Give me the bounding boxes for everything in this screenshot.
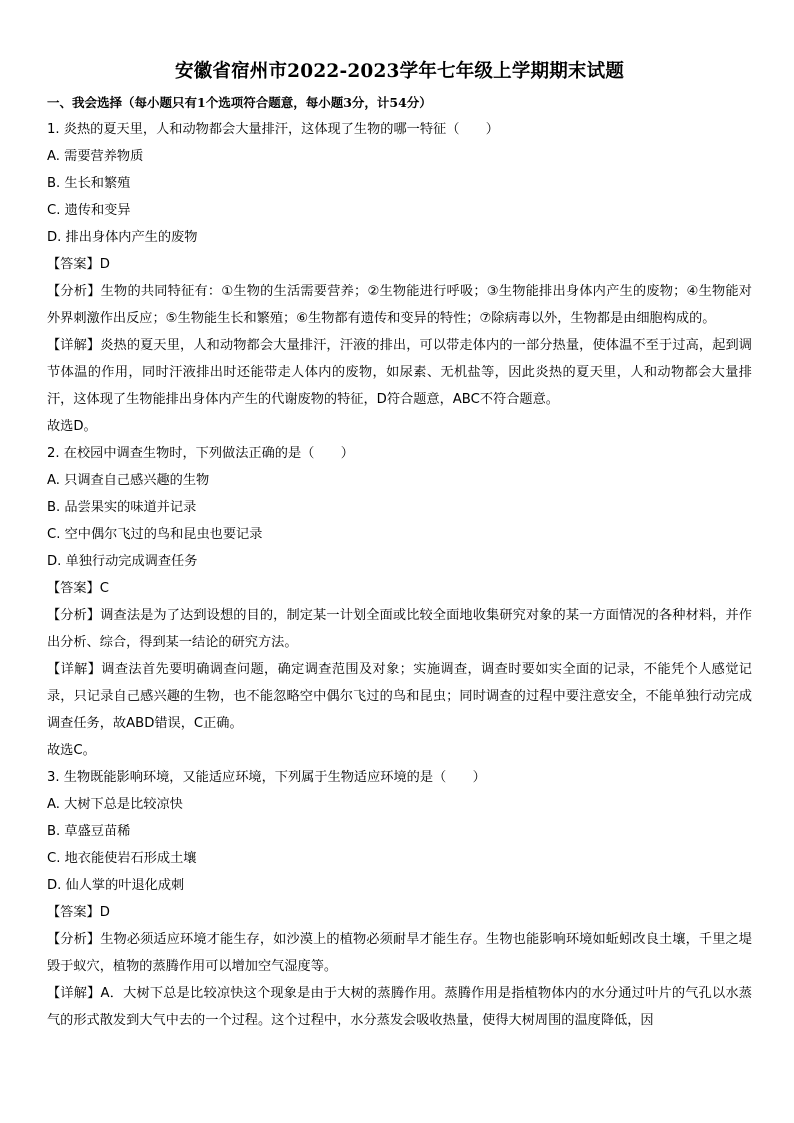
option-c: C. 遗传和变异 bbox=[47, 203, 131, 218]
question-3 bbox=[47, 764, 752, 1034]
option-a: A. 大树下总是比较凉快 bbox=[47, 797, 183, 812]
question-1 bbox=[47, 116, 752, 440]
detail-paragraph: 【详解】调查法首先要明确调查问题，确定调查范围及对象；实施调查，调查时要如实全面的记录，不能凭个人感觉记录，只记录自己感兴趣的生物，也不能忽略空中偶尔飞过的鸟和昆虫；同时调查的过程中要注意安全，不能单独行动完成调查任务，故ABD错误，C正确。 bbox=[47, 662, 752, 731]
section-heading: 一、我会选择（每小题只有1个选项符合题意，每小题3分，计54分） bbox=[47, 95, 432, 110]
analysis-paragraph: 【分析】生物必须适应环境才能生存，如沙漠上的植物必须耐旱才能生存。生物也能影响环境如蚯蚓改良土壤，千里之堤毁于蚁穴，植物的蒸腾作用可以增加空气湿度等。 bbox=[47, 932, 752, 974]
option-a: A. 需要营养物质 bbox=[47, 149, 144, 164]
analysis-paragraph: 【分析】生物的共同特征有：①生物的生活需要营养；②生物能进行呼吸；③生物能排出身体内产生的废物；④生物能对外界刺激作出反应；⑤生物能生长和繁殖；⑥生物都有遗传和变异的特性；⑦除病毒以外，生物都是由细胞构成的。 bbox=[47, 284, 752, 326]
question-stem: 2. 在校园中调查生物时，下列做法正确的是（ ） bbox=[47, 446, 354, 461]
option-d: D. 单独行动完成调查任务 bbox=[47, 554, 198, 569]
conclusion-line: 故选D。 bbox=[47, 419, 97, 434]
option-d: D. 排出身体内产生的废物 bbox=[47, 230, 198, 245]
option-d: D. 仙人掌的叶退化成刺 bbox=[47, 878, 185, 893]
detail-paragraph: 【详解】炎热的夏天里，人和动物都会大量排汗，汗液的排出，可以带走体内的一部分热量，使体温不至于过高，起到调节体温的作用，同时汗液排出时还能带走人体内的废物，如尿素、无机盐等，因此炎热的夏天里，人和动物都会大量排汗，这体现了生物能排出身体内产生的代谢废物的特征，D符合题意，ABC不符合题意。 bbox=[47, 338, 752, 407]
question-stem: 3. 生物既能影响环境，又能适应环境，下列属于生物适应环境的是（ ） bbox=[47, 770, 486, 785]
detail-paragraph: 【详解】A．大树下总是比较凉快这个现象是由于大树的蒸腾作用。蒸腾作用是指植物体内的水分通过叶片的气孔以水蒸气的形式散发到大气中去的一个过程。这个过程中，水分蒸发会吸收热量，使得大树周围的温度降低，因 bbox=[47, 986, 752, 1028]
option-b: B. 生长和繁殖 bbox=[47, 176, 131, 191]
answer-line: 【答案】D bbox=[47, 257, 110, 272]
document-title: 安徽省宿州市2022-2023学年七年级上学期期末试题 bbox=[174, 61, 625, 82]
option-c: C. 空中偶尔飞过的鸟和昆虫也要记录 bbox=[47, 527, 263, 542]
analysis-paragraph: 【分析】调查法是为了达到设想的目的，制定某一计划全面或比较全面地收集研究对象的某一方面情况的各种材料，并作出分析、综合，得到某一结论的研究方法。 bbox=[47, 608, 752, 650]
option-b: B. 品尝果实的味道并记录 bbox=[47, 500, 197, 515]
answer-line: 【答案】C bbox=[47, 581, 109, 596]
question-stem: 1. 炎热的夏天里，人和动物都会大量排汗，这体现了生物的哪一特征（ ） bbox=[47, 122, 499, 137]
conclusion-line: 故选C。 bbox=[47, 743, 96, 758]
option-b: B. 草盛豆苗稀 bbox=[47, 824, 131, 839]
document-page bbox=[47, 58, 752, 1034]
answer-line: 【答案】D bbox=[47, 905, 110, 920]
question-2 bbox=[47, 440, 752, 764]
option-c: C. 地衣能使岩石形成土壤 bbox=[47, 851, 197, 866]
option-a: A. 只调查自己感兴趣的生物 bbox=[47, 473, 210, 488]
